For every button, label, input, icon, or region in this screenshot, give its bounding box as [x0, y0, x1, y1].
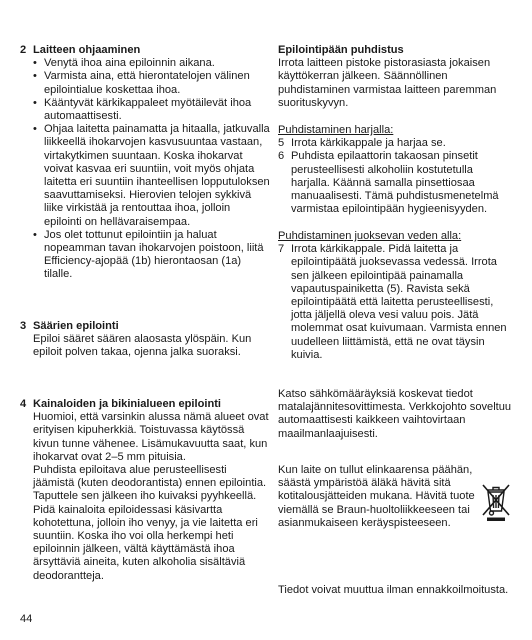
subheading: Puhdistaminen harjalla:	[278, 124, 394, 136]
list-item: • Ohjaa laitetta painamatta ja hitaalla, jatkuvalla liikkeellä ihokarvojen kasvusuuntaa vastaan, virtakytkimen suuntaan. Koska ihokarvat voivat kasvaa eri suuntiin, voit myös ohjata laitetta eri suuntiin ihanteellisen lopputuloksen saavuttamiseksi. Hierovien telojen sykkivä liike virkistää ja rentouttaa ihoa, jolloin epilointi on hellävaraisempaa.	[33, 123, 270, 229]
section-body: Epiloi sääret säären alaosasta ylöspäin. Kun epiloit polven takaa, ojenna jalka suoraksi.	[33, 333, 252, 359]
section-device-guidance	[20, 44, 270, 282]
section-paragraph: Huomioi, että varsinkin alussa nämä alueet ovat erityisen kipuherkkiä. Toistuvassa käytössä kivun tunne vähenee. Lisämukavuutta saat, kun ihokarvat ovat 2–5 mm pituisia.	[33, 411, 269, 463]
section-number: 4	[20, 398, 27, 410]
subheading: Puhdistaminen juoksevan veden alla:	[278, 230, 462, 242]
disposal-text: Kun laite on tullut elinkaarensa päähän, säästä ympäristöä äläkä hävitä sitä kotitalousjätteiden mukana. Hävitä tuote viemällä se Braun-huoltoliikkeeseen tai asianmukaiseen keräyspisteeseen.	[278, 464, 475, 529]
section-number: 2	[20, 44, 27, 56]
step-number: 5	[278, 137, 285, 150]
change-notice: Tiedot voivat muuttua ilman ennakkoilmoitusta.	[278, 584, 509, 596]
step-number: 6	[278, 150, 285, 163]
list-item: • Venytä ihoa aina epiloinnin aikana.	[33, 57, 270, 70]
step-number: 7	[278, 243, 285, 256]
step-text: Irrota kärkikappale. Pidä laitetta ja epilointipäätä juoksevassa vedessä. Irrota sen jälkeen epilointipää painamalla vapautuspainiketta (5). Ravista sekä epilointipäätä että laitetta perusteellisesti, jotta jäljellä oleva vesi valuu pois. Jätä molemmat osat kuivumaan. Varmista ennen uudelleen liittämistä, että ne ovat täysin kuivia.	[291, 243, 507, 361]
list-item: • Varmista aina, että hierontatelojen välinen epilointialue koskettaa ihoa.	[33, 70, 270, 96]
step-text: Irrota kärkikappale ja harjaa se.	[291, 137, 446, 150]
section-leg-epilation	[20, 320, 270, 360]
step-text: Puhdista epilaattorin takaosan pinsetit perusteellisesti alkoholiin kostutetulla harjalla. Käännä samalla pinsettiosaa manuaalisesti. Tämä puhdistusmenetelmä varmistaa epilointipään hygieenisyyden.	[291, 150, 499, 216]
section-paragraph: Puhdista epiloitava alue perusteellisesti jäämistä (kuten deodorantista) ennen epilointia. Taputtele sen jälkeen iho kuivaksi pyyhkeellä. Pidä kainaloita epiloidessasi käsivartta kohotettuna, jolloin iho venyy, ja vie laitetta eri suuntiin. Koska iho voi olla herkempi heti epiloinnin jälkeen, vältä käyttämästä ihoa ärsyttäviä aineita, kuten alkoholia sisältäviä deodorantteja.	[33, 464, 267, 582]
list-item	[278, 150, 514, 216]
list-item: • Kääntyvät kärkikappaleet myötäilevät ihoa automaattisesti.	[33, 97, 270, 123]
section-water-cleaning	[278, 230, 514, 362]
crossed-out-wheelie-bin-icon	[478, 472, 514, 530]
list-item: • Jos olet tottunut epilointiin ja haluat nopeamman tavan ihokarvojen poistoon, liitä Efficiency-ajopää (1b) hierontaosan (1a) tilalle.	[33, 229, 270, 282]
guidance-list	[20, 57, 270, 281]
section-title: Laitteen ohjaaminen	[33, 44, 141, 56]
disposal-note	[278, 464, 514, 530]
voltage-note: Katso sähkömääräyksiä koskevat tiedot matalajännitesovittimesta. Verkkojohto soveltuu automaattisesti kaikkeen vaihtovirtaan maailmanlaajuisesti.	[278, 388, 512, 440]
section-underarm-bikini	[20, 398, 270, 583]
section-brush-cleaning	[278, 124, 514, 216]
section-body: Irrota laitteen pistoke pistorasiasta jokaisen käyttökerran jälkeen. Säännöllinen puhdistaminen varmistaa laitteen paremman suorituskyvyn.	[278, 57, 497, 109]
page-number: 44	[20, 613, 33, 625]
section-title: Epilointipään puhdistus	[278, 44, 404, 56]
section-title: Säärien epilointi	[33, 320, 119, 332]
section-title: Kainaloiden ja bikinialueen epilointi	[33, 398, 222, 410]
section-number: 3	[20, 320, 27, 332]
list-item	[278, 243, 514, 362]
list-item	[278, 137, 514, 150]
section-cleaning	[278, 44, 514, 110]
